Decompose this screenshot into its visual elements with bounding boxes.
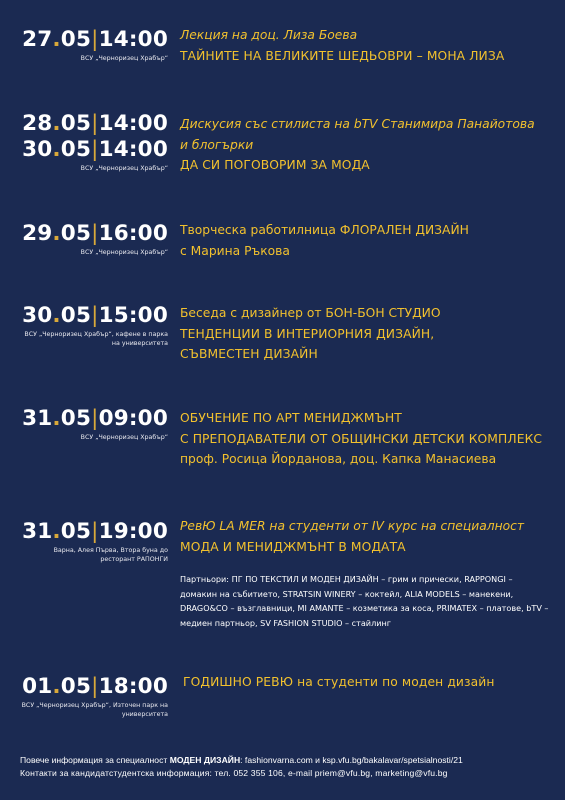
event-location: ВСУ „Черноризец Храбър“ bbox=[80, 434, 168, 441]
event-description: ГОДИШНО РЕВЮ на студенти по моден дизайн bbox=[183, 675, 495, 689]
event-description: Беседа с дизайнер от БОН-БОН СТУДИО ТЕНДЕНЦИИ В ИНТЕРИОРНИЯ ДИЗАЙН, СЪВМЕСТЕН ДИЗАЙН bbox=[180, 306, 441, 361]
event-datetime: 27.05|14:00 bbox=[22, 27, 168, 52]
event-datetime: 30.05|15:00 bbox=[22, 303, 168, 328]
event-description: РевЮ LA MER на студенти от IV курс на специалност МОДА И МЕНИДЖМЪНТ В МОДАТА bbox=[180, 519, 525, 554]
event-description: Творческа работилница ФЛОРАЛЕН ДИЗАЙН с Марина Ръкова bbox=[180, 223, 469, 258]
footer-contacts: Контакти за кандидатстудентска информация: тел. 052 355 106, e-mail priem@vfu.bg, marketing@vfu.bg bbox=[20, 768, 448, 778]
event-description: Дискусия със стилиста на bTV Станимира Панайотова и блогърки ДА СИ ПОГОВОРИМ ЗА МОДА bbox=[180, 117, 535, 172]
event-location: ВСУ „Черноризец Храбър“ bbox=[80, 55, 168, 62]
event-location: ВСУ „Черноризец Храбър“, кафене в парка на университета bbox=[24, 331, 168, 347]
event-description: ОБУЧЕНИЕ ПО АРТ МЕНИДЖМЪНТ С ПРЕПОДАВАТЕЛИ ОТ ОБЩИНСКИ ДЕТСКИ КОМПЛЕКС проф. Росица Йорданова, доц. Капка Манасиева bbox=[180, 411, 543, 466]
event-datetime: 01.05|18:00 bbox=[22, 674, 168, 699]
event-datetime: 29.05|16:00 bbox=[22, 221, 168, 246]
event-location: ВСУ „Черноризец Храбър“, Източен парк на университета bbox=[21, 702, 168, 718]
footer-more-info: Повече информация за специалност МОДЕН ДИЗАЙН: fashionvarna.com и ksp.vfu.bg/bakalavar/spetsialnosti/21 bbox=[20, 755, 463, 765]
event-datetime: 31.05|09:00 bbox=[22, 406, 168, 431]
footer bbox=[20, 754, 550, 780]
event-location: ВСУ „Черноризец Храбър“ bbox=[80, 165, 168, 172]
event-location: Варна, Алея Първа, Втора буна до ресторант РАПОНГИ bbox=[53, 547, 168, 563]
event-datetime-2: 30.05|14:00 bbox=[22, 137, 168, 162]
event-datetime: 31.05|19:00 bbox=[22, 519, 168, 544]
event-datetime: 28.05|14:00 bbox=[22, 111, 168, 136]
partners-text: Партньори: ПГ ПО ТЕКСТИЛ И МОДЕН ДИЗАЙН – грим и прически, RAPPONGI – домакин на събитието, STRATSIN WINERY – коктейл, ALIA MODELS – манекени, DRAGO&CO – възглавници, MI AMANTE – козметика за коса, PRIMATEX – платове, bTV – медиен партньор, SV FASHION STUDIO – стайлинг bbox=[180, 574, 549, 628]
event-description: Лекция на доц. Лиза Боева ТАЙНИТЕ НА ВЕЛИКИТЕ ШЕДЬОВРИ – МОНА ЛИЗА bbox=[180, 28, 505, 63]
event-location: ВСУ „Черноризец Храбър“ bbox=[80, 249, 168, 256]
